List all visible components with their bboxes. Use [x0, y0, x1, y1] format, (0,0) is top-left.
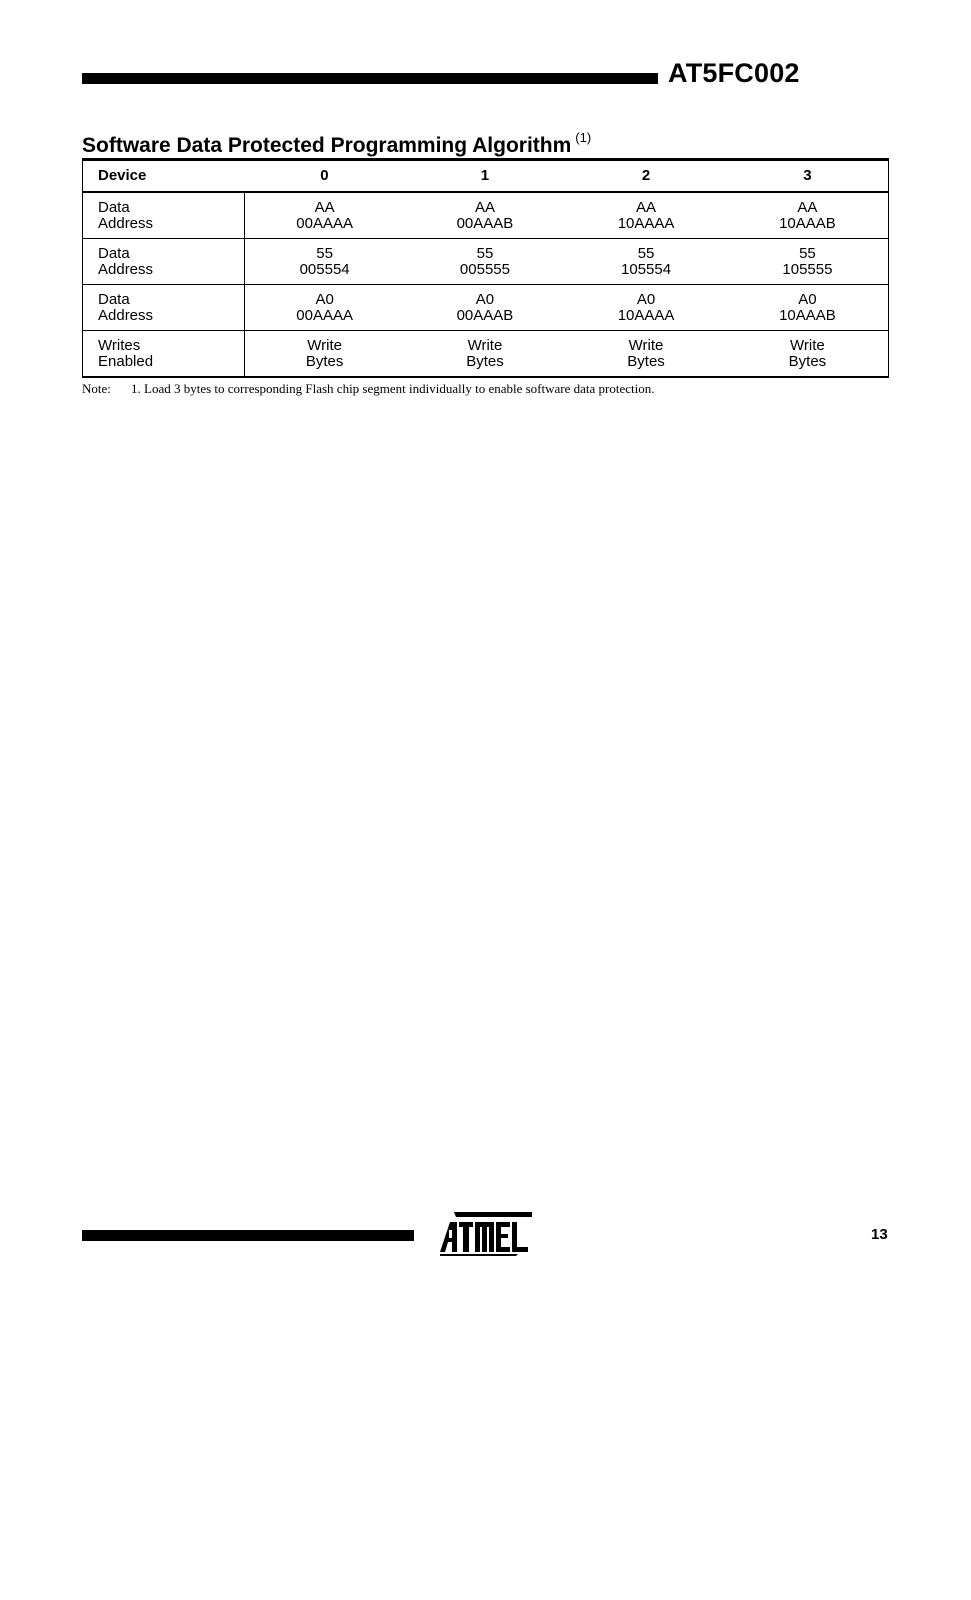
cell-address: 005554	[299, 260, 350, 278]
note-label: Note:	[82, 381, 111, 396]
cell-address: 105554	[621, 260, 672, 278]
cell-data: Write	[467, 336, 503, 354]
cell-address: 00AAAA	[296, 214, 353, 232]
column-header: 2	[565, 160, 727, 193]
cell-data: Write	[628, 336, 664, 354]
cell-data: A0	[315, 290, 334, 308]
cell-address: 10AAAA	[617, 306, 675, 324]
row-label	[83, 239, 245, 285]
table-row	[83, 239, 889, 285]
table-row	[83, 192, 889, 239]
cell-data: AA	[636, 198, 657, 216]
column-header: 0	[244, 160, 405, 193]
cell-address: Bytes	[788, 352, 827, 370]
header-rule	[82, 73, 658, 84]
cell-data: AA	[797, 198, 818, 216]
column-header: 3	[727, 160, 889, 193]
cell-data: AA	[474, 198, 495, 216]
table-header-row	[83, 160, 889, 193]
document-id: AT5FC002	[668, 58, 800, 88]
table-cell	[565, 192, 727, 239]
cell-address: Bytes	[305, 352, 344, 370]
row-label-line: Address	[98, 214, 154, 232]
cell-address: 005555	[459, 260, 510, 278]
cell-address: 10AAAB	[779, 306, 836, 324]
section-title	[82, 130, 591, 158]
section-title-text: Software Data Protected Programming Algorithm	[82, 134, 572, 157]
page-number: 13	[871, 1226, 888, 1243]
table-cell	[727, 192, 889, 239]
table-note	[82, 381, 655, 397]
algorithm-table	[82, 158, 889, 378]
cell-address: Bytes	[466, 352, 504, 370]
cell-data: AA	[314, 198, 335, 216]
table-cell	[727, 331, 889, 378]
table-cell	[565, 285, 727, 331]
cell-data: A0	[636, 290, 656, 308]
cell-data: Write	[790, 336, 825, 354]
table-cell	[244, 192, 405, 239]
table-cell	[727, 239, 889, 285]
table-row	[83, 285, 889, 331]
table-cell	[405, 192, 566, 239]
atmel-logo	[440, 1212, 532, 1261]
table-cell	[244, 331, 405, 378]
column-header: Device	[83, 160, 245, 193]
row-label-line: Data	[98, 198, 130, 216]
row-label-line: Data	[98, 244, 130, 262]
cell-data: Write	[307, 336, 342, 354]
cell-address: 00AAAB	[456, 214, 514, 232]
table-cell	[405, 285, 566, 331]
row-label-line: Enabled	[98, 352, 154, 370]
cell-address: Bytes	[627, 352, 665, 370]
footer-rule	[82, 1230, 414, 1241]
column-header: 1	[405, 160, 566, 193]
cell-data: 55	[799, 244, 816, 262]
row-label	[83, 331, 245, 378]
cell-address: 10AAAB	[779, 214, 836, 232]
cell-address: 00AAAA	[296, 306, 353, 324]
cell-data: 55	[476, 244, 494, 262]
row-label-line: Data	[98, 290, 130, 308]
row-label-line: Address	[98, 306, 154, 324]
table-cell	[244, 285, 405, 331]
cell-address: 10AAAA	[617, 214, 675, 232]
table-cell	[727, 285, 889, 331]
table-cell	[405, 239, 566, 285]
cell-data: A0	[475, 290, 495, 308]
note-text: 1. Load 3 bytes to corresponding Flash chip segment individually to enable software data protection.	[131, 381, 655, 396]
table-cell	[244, 239, 405, 285]
cell-address: 00AAAB	[456, 306, 514, 324]
cell-data: A0	[798, 290, 817, 308]
table-row	[83, 331, 889, 378]
row-label-line: Address	[98, 260, 154, 278]
cell-data: 55	[316, 244, 333, 262]
row-label-line: Writes	[98, 336, 141, 354]
cell-data: 55	[637, 244, 655, 262]
row-label	[83, 285, 245, 331]
row-label	[83, 192, 245, 239]
table-cell	[565, 331, 727, 378]
table-cell	[565, 239, 727, 285]
footnote-reference: (1)	[575, 130, 592, 145]
table-cell	[405, 331, 566, 378]
cell-address: 105555	[782, 260, 833, 278]
